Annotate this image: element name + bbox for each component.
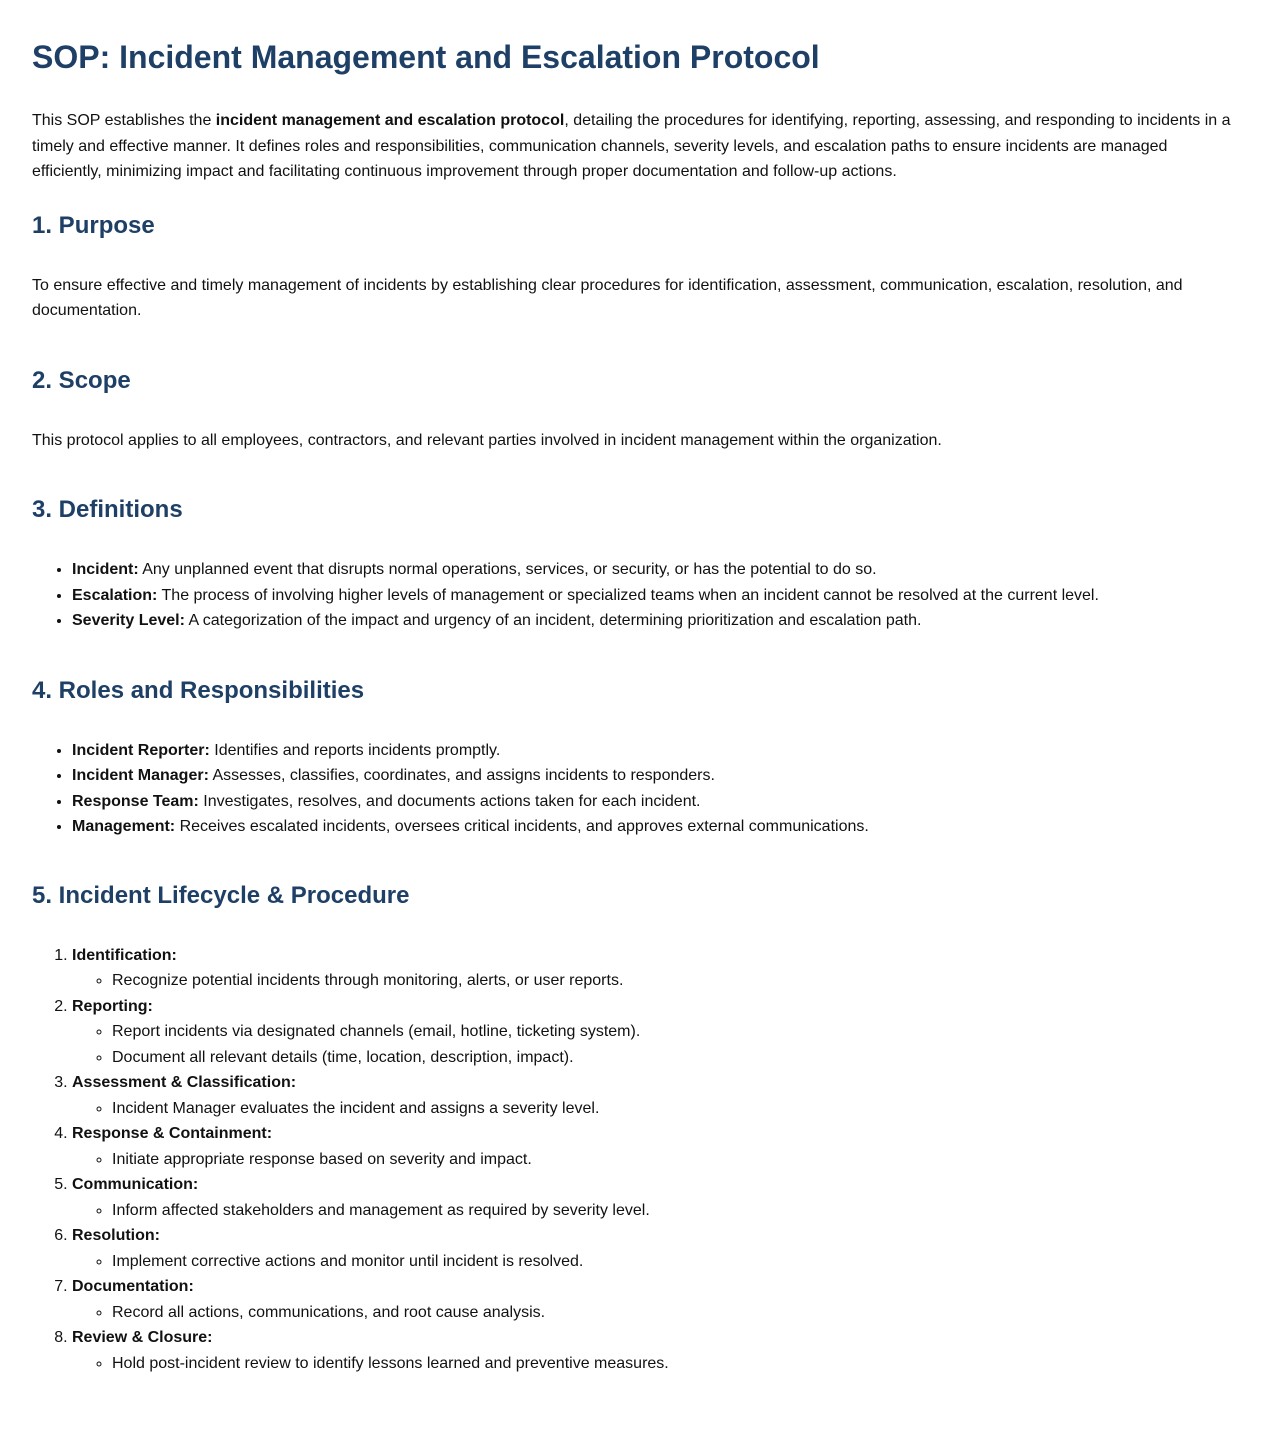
purpose-text: To ensure effective and timely management of incidents by establishing clear procedures for identification, assessment, communication, escalation, resolution, and documentation. bbox=[32, 276, 1183, 319]
role-term: Incident Reporter: bbox=[72, 741, 210, 759]
definition-term: Incident: bbox=[72, 561, 139, 578]
role-term: Response Team: bbox=[72, 792, 199, 810]
step-details bbox=[72, 1198, 1232, 1224]
step-detail: ◦ Implement corrective actions and monitor until incident is resolved. bbox=[112, 1249, 1232, 1275]
step-detail: ◦ Recognize potential incidents through monitoring, alerts, or user reports. bbox=[112, 968, 1232, 994]
roles-list bbox=[32, 738, 1232, 840]
intro-paragraph bbox=[32, 108, 1232, 185]
lifecycle-step bbox=[72, 1274, 1232, 1325]
section-heading-definitions: 3. Definitions bbox=[32, 496, 183, 523]
role-item bbox=[72, 814, 1232, 840]
role-term: Incident Manager: bbox=[72, 767, 209, 784]
role-text: Identifies and reports incidents promptly. bbox=[209, 741, 501, 759]
intro-emphasis: incident management and escalation protocol bbox=[215, 112, 565, 129]
definitions-list bbox=[32, 557, 1232, 634]
step-label: Assessment & Classification: bbox=[72, 1074, 297, 1091]
step-detail: ◦ Initiate appropriate response based on severity and impact. bbox=[112, 1147, 1232, 1173]
role-text: Receives escalated incidents, oversees critical incidents, and approves external communications. bbox=[175, 818, 869, 835]
definition-item bbox=[72, 608, 1232, 634]
section-heading-lifecycle: 5. Incident Lifecycle & Procedure bbox=[32, 881, 410, 909]
definition-text: A categorization of the impact and urgency of an incident, determining prioritization and escalation path. bbox=[184, 612, 922, 629]
section-heading-roles: 4. Roles and Responsibilities bbox=[32, 676, 365, 704]
intro-text-end: , detailing the procedures for identifying, reporting, assessing, and responding to incidents in a timely and effective manner. It defines roles and responsibilities, communication channels, severity levels, and escalation paths to ensure incidents are managed efficiently, minimizing impact and facilitating continuous improvement through proper documentation and follow-up actions. bbox=[32, 112, 1231, 180]
step-detail: ◦ Incident Manager evaluates the incident and assigns a severity level. bbox=[112, 1096, 1232, 1122]
lifecycle-step bbox=[72, 1070, 1232, 1121]
role-item bbox=[72, 763, 1232, 789]
lifecycle-step bbox=[72, 943, 1232, 994]
definition-text: Any unplanned event that disrupts normal operations, services, or security, or has the potential to do so. bbox=[138, 561, 877, 578]
definition-term: Escalation: bbox=[72, 586, 158, 604]
step-details bbox=[72, 1096, 1232, 1122]
step-label: Review & Closure: bbox=[72, 1329, 213, 1346]
definition-item bbox=[72, 557, 1232, 583]
intro-text-start: This SOP establishes the bbox=[32, 112, 216, 129]
section-heading-purpose: 1. Purpose bbox=[32, 211, 155, 239]
definition-text: The process of involving higher levels of management or specialized teams when an incident cannot be resolved at the current level. bbox=[157, 586, 1099, 604]
scope-text: This protocol applies to all employees, contractors, and relevant parties involved in incident management within the organization. bbox=[32, 431, 942, 449]
step-label: Communication: bbox=[72, 1176, 199, 1193]
step-details bbox=[72, 968, 1232, 994]
role-item bbox=[72, 789, 1232, 815]
role-term: Management: bbox=[72, 818, 176, 835]
step-detail: ◦ Inform affected stakeholders and management as required by severity level. bbox=[112, 1198, 1232, 1224]
role-text: Investigates, resolves, and documents actions taken for each incident. bbox=[198, 792, 701, 810]
definition-term: Severity Level: bbox=[72, 612, 185, 629]
lifecycle-step bbox=[72, 1121, 1232, 1172]
role-text: Assesses, classifies, coordinates, and assigns incidents to responders. bbox=[208, 767, 715, 784]
lifecycle-step bbox=[72, 1172, 1232, 1223]
step-detail: ◦ Hold post-incident review to identify lessons learned and preventive measures. bbox=[112, 1351, 1232, 1377]
page-title: SOP: Incident Management and Escalation Protocol bbox=[32, 39, 820, 75]
step-detail: ◦ Report incidents via designated channels (email, hotline, ticketing system). bbox=[112, 1019, 1232, 1045]
step-details bbox=[72, 1351, 1232, 1377]
step-label: Response & Containment: bbox=[72, 1125, 273, 1142]
step-details bbox=[72, 1249, 1232, 1275]
step-label: Documentation: bbox=[72, 1278, 194, 1295]
step-detail: ◦ Record all actions, communications, and root cause analysis. bbox=[112, 1300, 1232, 1326]
section-heading-scope: 2. Scope bbox=[32, 366, 131, 394]
step-label: Reporting: bbox=[72, 997, 153, 1015]
lifecycle-step bbox=[72, 994, 1232, 1071]
step-details bbox=[72, 1147, 1232, 1173]
step-label: Identification: bbox=[72, 946, 177, 964]
definition-item bbox=[72, 583, 1232, 609]
step-details bbox=[72, 1019, 1232, 1070]
lifecycle-steps bbox=[32, 943, 1232, 1377]
step-label: Resolution: bbox=[72, 1227, 160, 1244]
lifecycle-step bbox=[72, 1223, 1232, 1274]
document-body bbox=[32, 0, 1232, 1372]
step-detail: ◦ Document all relevant details (time, location, description, impact). bbox=[112, 1045, 1232, 1071]
role-item bbox=[72, 738, 1232, 764]
step-details bbox=[72, 1300, 1232, 1326]
lifecycle-step bbox=[72, 1325, 1232, 1376]
